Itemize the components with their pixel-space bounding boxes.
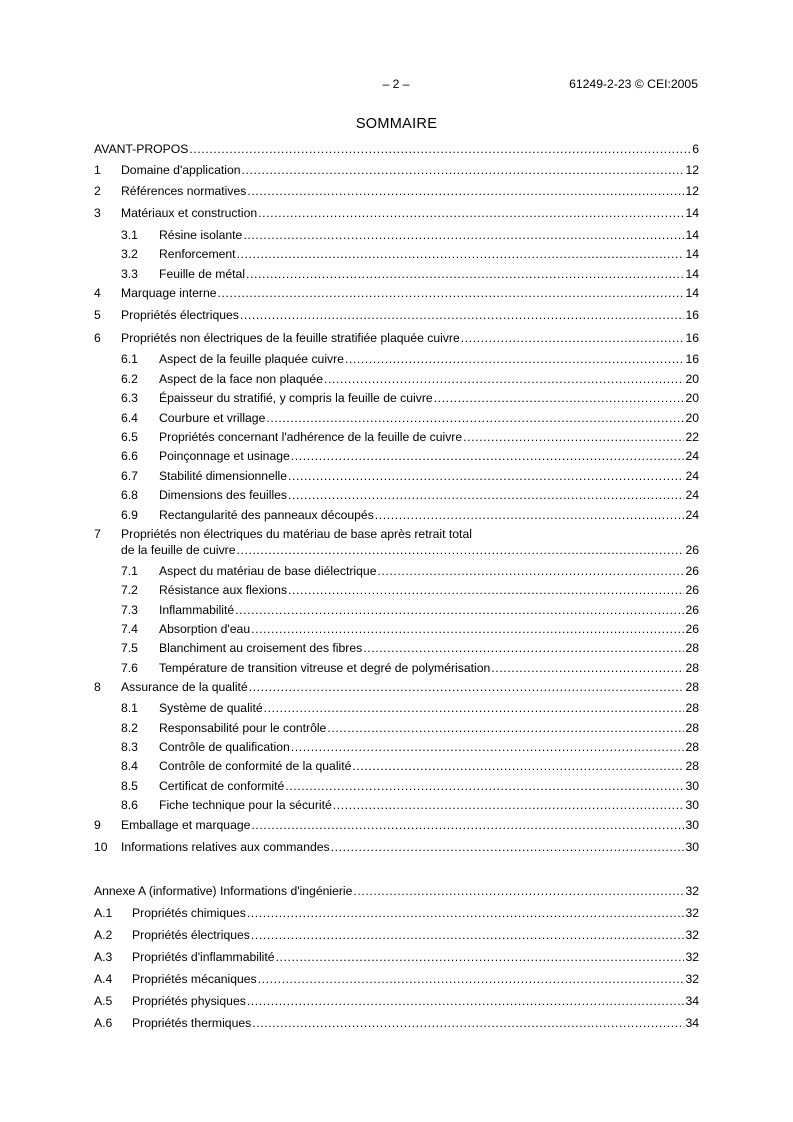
page-title: SOMMAIRE — [355, 116, 438, 132]
toc-subentry[interactable]: 3.1 Résine isolante ..... 14 — [94, 227, 699, 243]
toc-subentry[interactable]: 6.5 Propriétés concernant l'adhérence de la feuille de cuivre ..... 22 — [94, 429, 699, 445]
toc-subentry[interactable]: 6.6 Poinçonnage et usinage ..... 24 — [94, 448, 699, 464]
toc-subentry[interactable]: 8.1 Système de qualité ..... 28 — [94, 700, 699, 716]
toc-entry[interactable]: 4 Marquage interne ..... 14 — [94, 285, 699, 301]
toc-annex-entry[interactable]: A.6 Propriétés thermiques ..... 34 — [94, 1015, 699, 1031]
toc-entry[interactable]: 10 Informations relatives aux commandes ..... 30 — [94, 839, 699, 855]
toc-subentry[interactable]: 6.9 Rectangularité des panneaux découpés ..... 24 — [94, 507, 699, 523]
toc-subentry[interactable]: 6.3 Épaisseur du stratifié, y compris la feuille de cuivre ..... 20 — [94, 390, 699, 406]
toc-subentry[interactable]: 3.2 Renforcement ..... 14 — [94, 246, 699, 262]
toc-subentry[interactable]: 6.2 Aspect de la face non plaquée ..... 20 — [94, 371, 699, 387]
toc-subentry[interactable]: 7.2 Résistance aux flexions ..... 26 — [94, 582, 699, 598]
toc-annex-entry[interactable]: A.5 Propriétés physiques ..... 34 — [94, 993, 699, 1009]
toc-entry-annex-a[interactable]: Annexe A (informative) Informations d'ingénierie ..... 32 — [94, 883, 699, 899]
toc-entry-avant-propos[interactable]: AVANT-PROPOS ..... 6 — [94, 141, 699, 157]
toc-subentry[interactable]: 7.1 Aspect du matériau de base diélectrique ..... 26 — [94, 563, 699, 579]
toc-subentry[interactable]: 8.3 Contrôle de qualification ..... 28 — [94, 739, 699, 755]
toc-subentry[interactable]: 6.4 Courbure et vrillage ..... 20 — [94, 410, 699, 426]
toc-entry[interactable]: 1 Domaine d'application ..... 12 — [94, 162, 699, 178]
toc-subentry[interactable]: 8.2 Responsabilité pour le contrôle ..... 28 — [94, 720, 699, 736]
toc-subentry[interactable]: 8.5 Certificat de conformité ..... 30 — [94, 778, 699, 794]
toc-annex-entry[interactable]: A.4 Propriétés mécaniques ..... 32 — [94, 971, 699, 987]
toc-entry-multiline[interactable]: 7 Propriétés non électriques du matériau de base après retrait total de la feuille de cuivre ..... 26 — [94, 526, 699, 558]
toc-entry[interactable]: 6 Propriétés non électriques de la feuille stratifiée plaquée cuivre ..... 16 — [94, 330, 699, 346]
toc-entry[interactable]: 2 Références normatives ..... 12 — [94, 183, 699, 199]
page-number: – 2 – — [382, 77, 410, 91]
toc-subentry[interactable]: 8.4 Contrôle de conformité de la qualité ..... 28 — [94, 758, 699, 774]
toc-subentry[interactable]: 6.8 Dimensions des feuilles ..... 24 — [94, 487, 699, 503]
toc-subentry[interactable]: 6.7 Stabilité dimensionnelle ..... 24 — [94, 468, 699, 484]
toc-subentry[interactable]: 3.3 Feuille de métal ..... 14 — [94, 266, 699, 282]
toc-subentry[interactable]: 8.6 Fiche technique pour la sécurité ..... 30 — [94, 797, 699, 813]
toc-subentry[interactable]: 7.6 Température de transition vitreuse et degré de polymérisation ..... 28 — [94, 660, 699, 676]
toc-entry[interactable]: 5 Propriétés électriques ..... 16 — [94, 307, 699, 323]
toc-subentry[interactable]: 6.1 Aspect de la feuille plaquée cuivre ..... 16 — [94, 351, 699, 367]
toc-annex-entry[interactable]: A.3 Propriétés d'inflammabilité ..... 32 — [94, 949, 699, 965]
toc-entry[interactable]: 3 Matériaux et construction ..... 14 — [94, 205, 699, 221]
toc-subentry[interactable]: 7.5 Blanchiment au croisement des fibres ..... 28 — [94, 640, 699, 656]
toc-entry[interactable]: 9 Emballage et marquage ..... 30 — [94, 817, 699, 833]
toc-subentry[interactable]: 7.4 Absorption d'eau ..... 26 — [94, 621, 699, 637]
toc-entry[interactable]: 8 Assurance de la qualité ..... 28 — [94, 679, 699, 695]
document-reference: 61249-2-23 © CEI:2005 — [569, 77, 698, 91]
toc-subentry[interactable]: 7.3 Inflammabilité ..... 26 — [94, 602, 699, 618]
toc-annex-entry[interactable]: A.1 Propriétés chimiques ..... 32 — [94, 905, 699, 921]
toc-annex-entry[interactable]: A.2 Propriétés électriques ..... 32 — [94, 927, 699, 943]
page-header — [0, 77, 793, 93]
